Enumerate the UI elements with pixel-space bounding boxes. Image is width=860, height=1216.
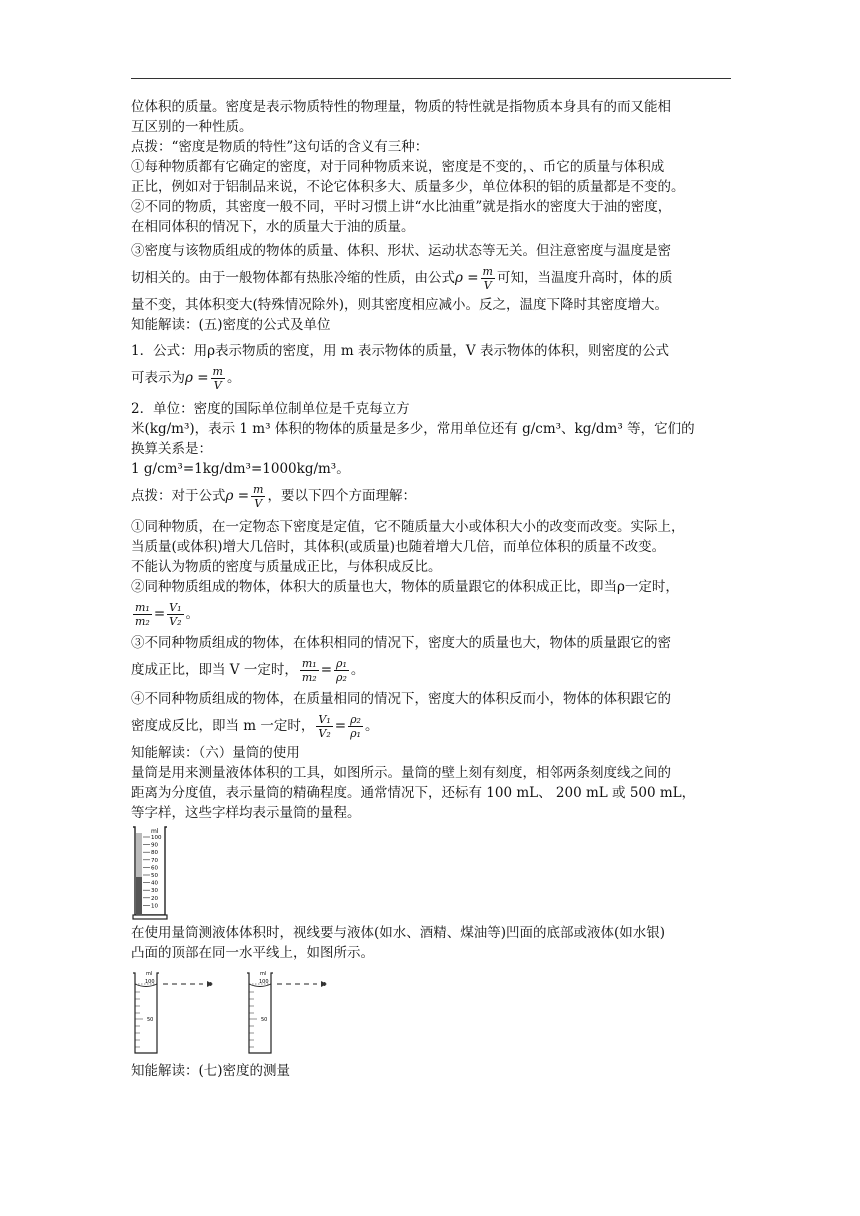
text-line: ②同种物质组成的物体，体积大的质量也大，物体的质量跟它的体积成正比，即当ρ一定时， (131, 579, 679, 595)
text-line: 1．公式：用ρ表示物质的密度，用 m 表示物体的质量，V 表示物体的体积，则密度的公式 (131, 343, 669, 359)
numerator: m₁ (301, 657, 317, 670)
text-line: 在相同体积的情况下，水的质量大于油的质量。 (131, 219, 415, 235)
scale-label: 100 (145, 979, 155, 985)
rho-symbol: ρ = (225, 488, 250, 504)
numerator: m₁ (135, 601, 150, 614)
cylinder-right (247, 971, 327, 1053)
text-line: 等字样，这些字样均表示量筒的量程。 (131, 805, 361, 821)
text-line: 距离为分度值，表示量筒的精确程度。通常情况下，还标有 100 mL、 200 mL 或 500 mL， (131, 785, 696, 801)
eye-icon (207, 981, 213, 987)
cylinder-unit: ml (146, 971, 153, 977)
fraction-m1-over-m2 (300, 657, 319, 684)
rho-symbol: ρ = (455, 270, 479, 286)
cylinder-scale (143, 835, 162, 909)
numerator: m (253, 483, 264, 496)
cylinder-left (133, 971, 213, 1053)
text-segment: 。 (364, 718, 379, 734)
text-line: 量不变，其体积变大(特殊情况除外)，则其密度相应减小。反之，温度下降时其密度增大。 (131, 297, 669, 313)
section-heading: 知能解读：(七)密度的测量 (131, 1063, 291, 1079)
scale-label: 100 (259, 979, 269, 985)
text-segment: 。 (350, 662, 365, 678)
scale-label: 70 (151, 857, 158, 864)
denominator: m₂ (135, 615, 150, 628)
text-line-with-formula (131, 479, 731, 513)
numerator: m (212, 365, 223, 378)
text-line: 换算关系是： (131, 441, 212, 457)
text-line: ①同种物质，在一定物态下密度是定值，它不随质量大小或体积大小的改变而改变。实际上， (131, 519, 685, 535)
scale-label: 90 (151, 842, 158, 849)
scale-label: 20 (151, 895, 158, 902)
cylinder-unit: ml (260, 971, 267, 977)
scale-label: 50 (151, 873, 158, 879)
section-heading: 知能解读：（六）量筒的使用 (131, 745, 300, 761)
denominator: V (213, 379, 222, 392)
text-line: ②不同的物质，其密度一般不同，平时习惯上讲“水比油重”就是指水的密度大于油的密度， (131, 199, 672, 215)
denominator: ρ₁ (350, 727, 361, 740)
fraction-m1-over-m2 (133, 601, 152, 628)
text-line: 互区别的一种性质。 (131, 119, 253, 135)
header-rule (131, 78, 731, 79)
text-line: 2．单位：密度的国际单位制单位是千克每立方 (131, 401, 410, 417)
scale-label: 80 (151, 850, 158, 857)
text-line-with-formula (131, 597, 731, 631)
text-line: 凸面的顶部在同一水平线上，如图所示。 (131, 945, 374, 961)
fraction-v1-over-v2 (167, 601, 183, 628)
text-line-with-formula (131, 261, 731, 295)
fraction-rho2-over-rho1 (348, 713, 363, 740)
fraction-m-over-v (211, 365, 225, 392)
text-line-with-formula (131, 709, 731, 743)
scale-label: 50 (147, 1017, 154, 1023)
denominator: V (254, 497, 263, 510)
fraction-m-over-v (251, 483, 265, 510)
text-line: ①每种物质都有它确定的密度，对于同种物质来说，密度是不变的，、币它的质量与体积成 (131, 159, 665, 175)
text-line: ④不同种物质组成的物体，在质量相同的情况下，密度大的体积反而小，物体的体积跟它的 (131, 691, 671, 707)
text-segment: ，要以下四个方面理解： (267, 488, 416, 504)
text-line: 正比，例如对于铝制品来说，不论它体积多大、质量多少，单位体积的铝的质量都是不变的。 (131, 179, 685, 195)
scale-label: 30 (151, 888, 158, 895)
text-line: 1 g/cm³=1kg/dm³=1000kg/m³。 (131, 461, 350, 477)
text-line: 在使用量筒测液体体积时，视线要与液体(如水、酒精、煤油等)凹面的底部或液体(如水银) (131, 925, 666, 941)
numerator: ρ₂ (350, 713, 361, 726)
fraction-m-over-v (481, 265, 495, 292)
fraction-rho1-over-rho2 (334, 657, 349, 684)
rho-symbol: ρ = (185, 370, 209, 386)
numerator: V₁ (169, 601, 182, 614)
denominator: V₂ (318, 727, 331, 740)
text-line: 不能认为物质的密度与质量成正比，与体积成反比。 (131, 559, 442, 575)
scale-label: 50 (261, 1017, 268, 1023)
text-line: 量筒是用来测量液体体积的工具，如图所示。量筒的壁上刻有刻度，相邻两条刻度线之间的 (131, 765, 671, 781)
text-segment: 点拨：对于公式 (131, 488, 226, 504)
text-segment: 可表示为 (131, 370, 185, 386)
cylinder-reading-figure (131, 967, 341, 1059)
numerator: m (482, 265, 493, 278)
numerator: ρ₁ (336, 657, 347, 670)
document-body (131, 97, 731, 1081)
graduated-cylinder-figure (131, 825, 171, 921)
text-line-with-formula (131, 361, 731, 395)
text-line: 位体积的质量。密度是表示物质特性的物理量，物质的特性就是指物质本身具有的而又能相 (131, 99, 671, 115)
denominator: ρ₂ (336, 671, 347, 684)
text-segment: 。 (185, 606, 200, 622)
numerator: V₁ (318, 713, 331, 726)
text-line-with-formula (131, 653, 731, 687)
section-heading: 知能解读：(五)密度的公式及单位 (131, 317, 331, 333)
equals-sign: = (153, 606, 166, 622)
text-segment: 度成正比，即当 V 一定时， (131, 662, 298, 678)
fraction-v1-over-v2 (316, 713, 332, 740)
text-line: 当质量(或体积)增大几倍时，其体积(或质量)也随着增大几倍，而单位体积的质量不改变。 (131, 539, 666, 555)
eye-icon (321, 981, 327, 987)
scale-label: 10 (151, 903, 158, 910)
denominator: m₂ (301, 671, 317, 684)
text-line: ③不同种物质组成的物体，在体积相同的情况下，密度大的质量也大，物体的质量跟它的密 (131, 635, 671, 651)
scale-label: 40 (151, 880, 158, 887)
equals-sign: = (334, 718, 347, 734)
text-segment: 。 (226, 370, 241, 386)
text-segment: 可知，当温度升高时，体的质 (496, 270, 673, 286)
text-segment: 切相关的。由于一般物体都有热胀冷缩的性质，由公式 (131, 270, 455, 286)
scale-label: 60 (151, 865, 158, 872)
tip-heading: 点拨：“密度是物质的特性”这句话的含义有三种： (131, 139, 429, 155)
equals-sign: = (320, 662, 332, 678)
text-line: ③密度与该物质组成的物体的质量、体积、形状、运动状态等无关。但注意密度与温度是密 (131, 243, 671, 259)
text-segment: 密度成反比，即当 m 一定时， (131, 718, 315, 734)
cylinder-unit: ml (151, 828, 159, 835)
text-line: 米(kg/m³)，表示 1 m³ 体积的物体的质量是多少，常用单位还有 g/cm³、kg/dm³ 等，它们的 (131, 421, 695, 437)
denominator: V₂ (169, 615, 182, 628)
denominator: V (483, 279, 492, 292)
scale-label: 100 (151, 835, 162, 841)
